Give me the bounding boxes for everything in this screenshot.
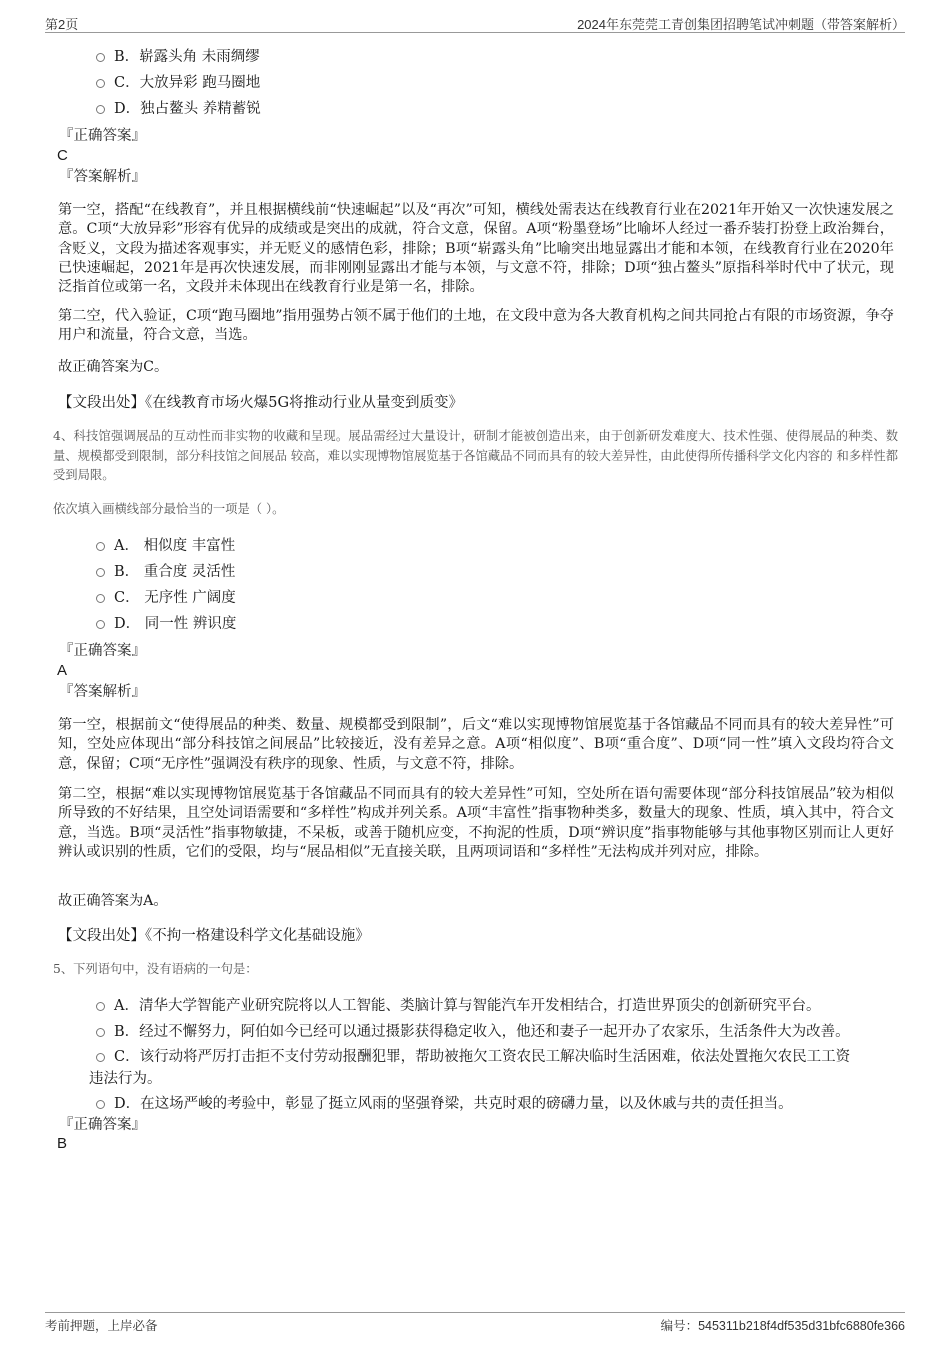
document-title: 2024年东莞莞工青创集团招聘笔试冲刺题（带答案解析） [577, 17, 905, 32]
option-text: C．大放异彩 跑马圈地 [114, 75, 261, 91]
q4-option-c[interactable] [96, 588, 236, 608]
q3-source: 【文段出处】《在线教育市场火爆5G将推动行业从量变到质变》 [58, 395, 464, 411]
page-header [45, 12, 905, 33]
page-footer [45, 1312, 905, 1337]
radio-icon[interactable] [96, 620, 105, 629]
option-text-continued: 违法行为。 [89, 1070, 162, 1087]
radio-icon[interactable] [96, 105, 105, 114]
q4-answer: A [57, 662, 68, 679]
q3-analysis-paragraph-1: 第一空，搭配“在线教育”，并且根据横线前“快速崛起”以及“再次”可知，横线处需表达在线教育行业在2021年开始又一次快速发展之意。C项“大放异彩”形容有优异的成绩或是突出的成就，符合文意，保留。A项“粉墨登场”比喻坏人经过一番乔装打扮登上政治舞台，含贬义，文段为描述客观事实，并无贬义的感情色彩，排除；B项“崭露头角”比喻突出地显露出才能和本领，在线教育行业在2020年已快速崛起，2021年是再次快速发展，而非刚刚显露出才能与本领，与文意不符，排除；D项“独占鳌头”原指科举时代中了状元，现泛指首位或第一名，文段并未体现出在线教育行业是第一名，排除。 [58, 202, 894, 296]
option-text: A． 相似度 丰富性 [114, 538, 236, 554]
q3-option-b[interactable] [96, 47, 260, 67]
q5-option-d[interactable] [96, 1094, 793, 1114]
option-text: A．清华大学智能产业研究院将以人工智能、类脑计算与智能汽车开发相结合，打造世界顶尖的创新研究平台。 [114, 998, 821, 1014]
option-text: B． 重合度 灵活性 [114, 564, 236, 580]
q4-instruction: 依次填入画横线部分最恰当的一项是（ ）。 [53, 502, 285, 516]
q3-answer-label: 『正确答案』 [59, 128, 146, 144]
q5-answer-label: 『正确答案』 [59, 1117, 146, 1133]
q4-analysis-paragraph-1: 第一空，根据前文“使得展品的种类、数量、规模都受到限制”，后文“难以实现博物馆展览基于各馆藏品不同而具有的较大差异性”可知，空处应体现出“部分科技馆之间展品”比较接近，没有差异之意。A项“相似度”、B项“重合度”、D项“同一性”填入文段均符合文意，保留；C项“无序性”强调没有秩序的现象、性质，与文意不符，排除。 [58, 717, 894, 772]
radio-icon[interactable] [96, 594, 105, 603]
q3-conclusion: 故正确答案为C。 [58, 359, 169, 375]
q3-answer: C [57, 147, 68, 164]
q3-option-d[interactable] [96, 99, 261, 119]
option-text: C． 无序性 广阔度 [114, 590, 236, 606]
radio-icon[interactable] [96, 1100, 105, 1109]
q5-option-c[interactable] [89, 1047, 896, 1090]
q4-stem: 4、科技馆强调展品的互动性而非实物的收藏和呈现。展品需经过大量设计，研制才能被创造出来，由于创新研发难度大、技术性强、使得展品的种类、数量、规模都受到限制，部分科技馆之间展品 较高，难以实现博物馆展览基于各馆藏品不同而具有的较大差异性，由此使得所传播科学文化内容的 和多样性都受到局限。 [53, 429, 898, 482]
q5-option-a[interactable] [96, 996, 820, 1016]
page-number: 第2页 [45, 17, 79, 32]
radio-icon[interactable] [96, 1002, 105, 1011]
q3-option-c[interactable] [96, 73, 260, 93]
footer-slogan: 考前押题，上岸必备 [45, 1318, 158, 1333]
q4-analysis-paragraph-2: 第二空，根据“难以实现博物馆展览基于各馆藏品不同而具有的较大差异性”可知，空处所在语句需要体现“部分科技馆展品”较为相似所导致的不好结果，且空处词语需要和“多样性”构成并列关系。A项“丰富性”指事物种类多，数量大的现象、性质，填入其中，符合文意，当选。B项“灵活性”指事物敏捷，不呆板，或善于随机应变，不拘泥的性质，D项“辨识度”指事物能够与其他事物区别而让人更好辨认或识别的性质，它们的受限，均与“展品相似”无直接关联，且两项词语和“多样性”无法构成并列对应，排除。 [58, 786, 894, 860]
q4-source: 【文段出处】《不拘一格建设科学文化基础设施》 [58, 928, 370, 944]
q4-analysis-label: 『答案解析』 [59, 684, 146, 700]
radio-icon[interactable] [96, 1053, 105, 1062]
q5-option-b[interactable] [96, 1022, 850, 1042]
radio-icon[interactable] [96, 568, 105, 577]
radio-icon[interactable] [96, 1028, 105, 1037]
document-code: 编号：545311b218f4df535d31bfc6880fe366 [660, 1319, 905, 1333]
q4-option-a[interactable] [96, 536, 235, 556]
option-text: D．独占鳌头 养精蓄锐 [114, 101, 261, 117]
q4-option-b[interactable] [96, 562, 235, 582]
q5-answer: B [57, 1135, 68, 1152]
q3-analysis-label: 『答案解析』 [59, 169, 146, 185]
q3-analysis-paragraph-2: 第二空，代入验证，C项“跑马圈地”指用强势占领不属于他们的土地，在文段中意为各大教育机构之间共同抢占有限的市场资源，争夺用户和流量，符合文意，当选。 [58, 308, 894, 344]
option-text: C．该行动将严厉打击拒不支付劳动报酬犯罪，帮助被拖欠工资农民工解决临时生活困难，依法处置拖欠农民工工资 [114, 1049, 851, 1065]
option-text: B．经过不懈努力，阿伯如今已经可以通过摄影获得稳定收入，他还和妻子一起开办了农家乐，生活条件大为改善。 [114, 1024, 850, 1040]
q5-stem: 5、下列语句中，没有语病的一句是： [53, 962, 258, 976]
radio-icon[interactable] [96, 79, 105, 88]
option-text: D． 同一性 辨识度 [114, 616, 237, 632]
q4-option-d[interactable] [96, 614, 236, 634]
option-text: B．崭露头角 未雨绸缪 [114, 49, 260, 65]
q4-conclusion: 故正确答案为A。 [58, 893, 168, 909]
option-text: D．在这场严峻的考验中，彰显了挺立风雨的坚强脊梁，共克时艰的磅礴力量，以及休戚与共的责任担当。 [114, 1096, 793, 1112]
radio-icon[interactable] [96, 542, 105, 551]
q4-answer-label: 『正确答案』 [59, 643, 146, 659]
radio-icon[interactable] [96, 53, 105, 62]
